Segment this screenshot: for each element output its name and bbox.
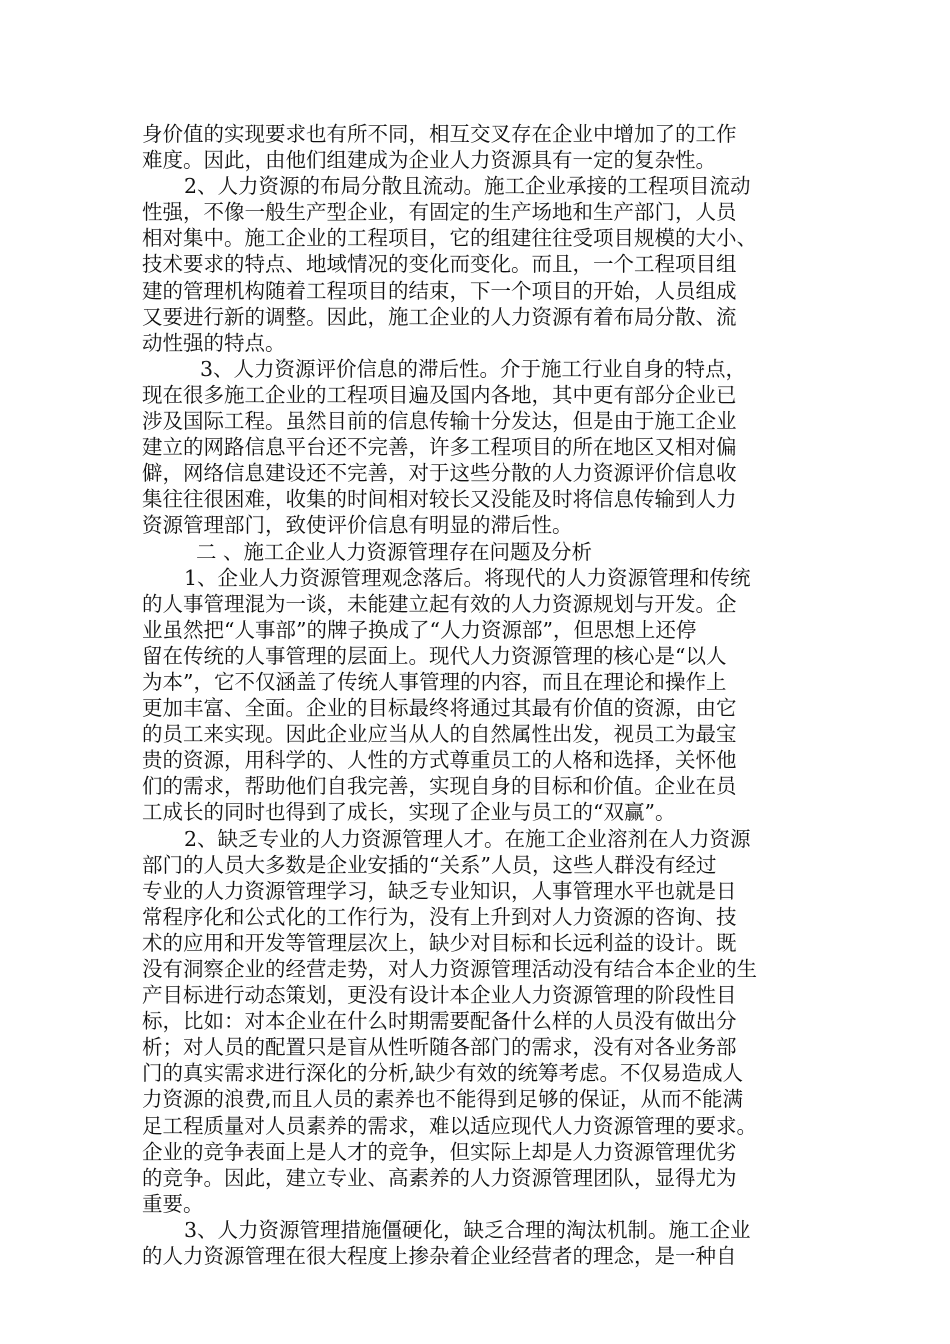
text-line: 工成长的同时也得到了成长，实现了企业与员工的“双赢”。 — [142, 800, 676, 825]
text-line: 术的应用和开发等管理层次上，缺少对目标和长远利益的设计。既 — [142, 930, 737, 955]
section-heading: 二 、施工企业人力资源管理存在问题及分析 — [196, 539, 593, 564]
text-line: 贵的资源，用科学的、人性的方式尊重员工的人格和选择，关怀他 — [142, 748, 737, 773]
paragraph-start-line: 1、企业人力资源管理观念落后。将现代的人力资源管理和传统 — [184, 565, 751, 590]
text-line: 性强，不像一般生产型企业，有固定的生产场地和生产部门，人员 — [142, 200, 737, 225]
text-line: 僻，网络信息建设还不完善，对于这些分散的人力资源评价信息收 — [142, 461, 737, 486]
text-line: 足工程质量对人员素养的需求，难以适应现代人力资源管理的要求。 — [142, 1113, 757, 1138]
text-line: 留在传统的人事管理的层面上。现代人力资源管理的核心是“以人 — [142, 643, 727, 668]
text-line: 现在很多施工企业的工程项目遍及国内各地，其中更有部分企业已 — [142, 382, 737, 407]
text-line: 涉及国际工程。虽然目前的信息传输十分发达，但是由于施工企业 — [142, 409, 737, 434]
text-line: 技术要求的特点、地域情况的变化而变化。而且，一个工程项目组 — [142, 252, 737, 277]
text-line: 的人事管理混为一谈，未能建立起有效的人力资源规划与开发。企 — [142, 591, 737, 616]
paragraph-start-line: 2、人力资源的布局分散且流动。施工企业承接的工程项目流动 — [184, 174, 751, 199]
text-line: 身价值的实现要求也有所不同，相互交叉存在企业中增加了的工作 — [142, 122, 737, 146]
text-line: 标，比如：对本企业在什么时期需要配备什么样的人员没有做出分 — [142, 1009, 737, 1034]
text-line: 力资源的浪费,而且人员的素养也不能得到足够的保证，从而不能满 — [142, 1087, 744, 1112]
text-line: 企业的竞争表面上是人才的竞争，但实际上却是人力资源管理优劣 — [142, 1139, 737, 1164]
text-line: 们的需求，帮助他们自我完善，实现自身的目标和价值。企业在员 — [142, 774, 737, 799]
paragraph-start-line: 2、缺乏专业的人力资源管理人才。在施工企业溶剂在人力资源 — [184, 826, 751, 851]
text-line: 部门的人员大多数是企业安插的“关系”人员，这些人群没有经过 — [142, 852, 717, 877]
text-line: 重要。 — [142, 1191, 204, 1216]
text-line: 常程序化和公式化的工作行为，没有上升到对人力资源的咨询、技 — [142, 904, 737, 929]
text-line: 没有洞察企业的经营走势，对人力资源管理活动没有结合本企业的生 — [142, 957, 757, 981]
text-line: 相对集中。施工企业的工程项目，它的组建往往受项目规模的大小、 — [142, 226, 757, 251]
text-line: 的员工来实现。因此企业应当从人的自然属性出发，视员工为最宝 — [142, 722, 737, 747]
text-line: 的人力资源管理在很大程度上掺杂着企业经营者的理念，是一种自 — [142, 1244, 737, 1269]
paragraph-start-line: 3、人力资源评价信息的滞后性。介于施工行业自身的特点， — [200, 356, 747, 381]
text-line: 难度。因此，由他们组建成为企业人力资源具有一定的复杂性。 — [142, 148, 716, 173]
text-line: 业虽然把“人事部”的牌子换成了“人力资源部”，但思想上还停 — [142, 617, 697, 642]
text-line: 门的真实需求进行深化的分析,缺少有效的统筹考虑。不仅易造成人 — [142, 1061, 744, 1086]
text-line: 的竞争。因此，建立专业、高素养的人力资源管理团队，显得尤为 — [142, 1165, 737, 1190]
text-line: 又要进行新的调整。因此，施工企业的人力资源有着布局分散、流 — [142, 304, 737, 329]
text-line: 建立的网路信息平台还不完善，许多工程项目的所在地区又相对偏 — [142, 435, 737, 460]
text-line: 产目标进行动态策划，更没有设计本企业人力资源管理的阶段性目 — [142, 983, 737, 1008]
text-line: 为本”，它不仅涵盖了传统人事管理的内容，而且在理论和操作上 — [142, 669, 727, 694]
text-line: 动性强的特点。 — [142, 330, 286, 355]
text-line: 专业的人力资源管理学习，缺乏专业知识，人事管理水平也就是日 — [142, 878, 737, 903]
document-page — [142, 121, 810, 1269]
paragraph-start-line: 3、人力资源管理措施僵硬化，缺乏合理的淘汰机制。施工企业 — [184, 1217, 751, 1242]
text-line: 建的管理机构随着工程项目的结束，下一个项目的开始，人员组成 — [142, 278, 737, 303]
text-line: 更加丰富、全面。企业的目标最终将通过其最有价值的资源，由它 — [142, 696, 737, 721]
text-line: 集往往很困难，收集的时间相对较长又没能及时将信息传输到人力 — [142, 487, 737, 512]
text-line: 析；对人员的配置只是盲从性听随各部门的需求，没有对各业务部 — [142, 1035, 737, 1060]
text-line: 资源管理部门，致使评价信息有明显的滞后性。 — [142, 513, 573, 538]
